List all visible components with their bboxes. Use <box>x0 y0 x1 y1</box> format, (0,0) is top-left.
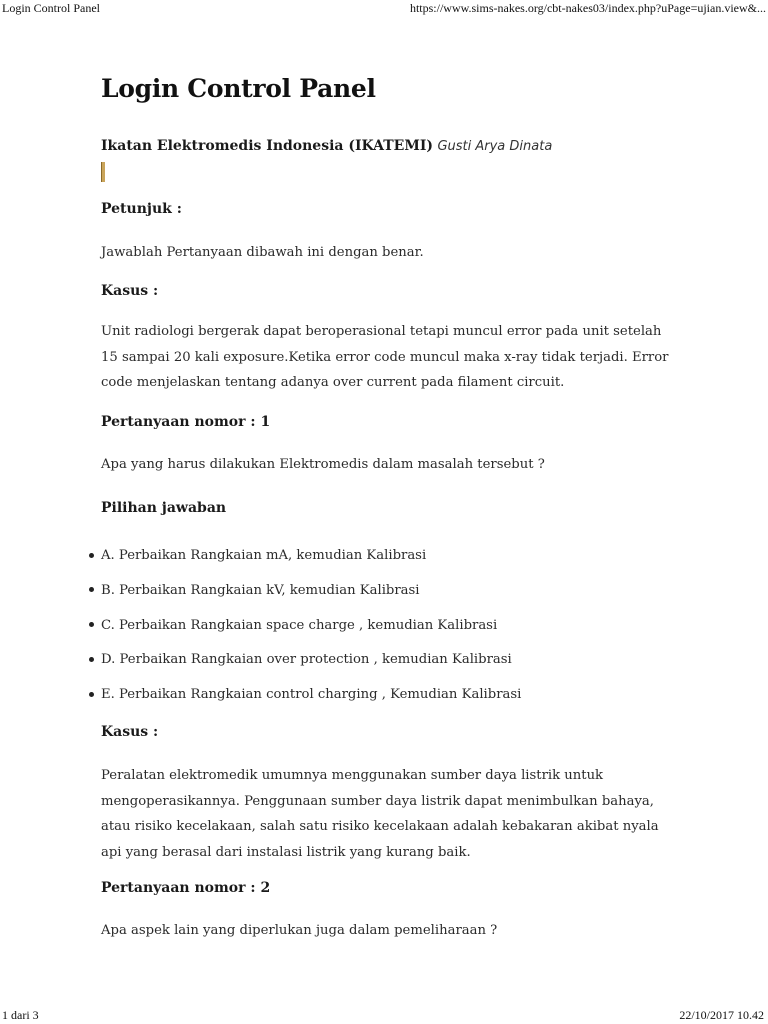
kasus-line: mengoperasikannya. Penggunaan sumber daya listrik dapat menimbulkan bahaya, <box>101 793 654 809</box>
kasus-line: api yang berasal dari instalasi listrik yang kurang baik. <box>101 844 471 860</box>
kasus-text-2 <box>101 763 659 865</box>
kasus-label-2: Kasus : <box>101 724 159 740</box>
kasus-line: atau risiko kecelakaan, salah satu risiko kecelakaan adalah kebakaran akibat nyala <box>101 819 659 834</box>
print-footer-datetime: 22/10/2017 10.42 <box>679 1008 764 1022</box>
bullet-icon <box>89 622 94 627</box>
kasus-line: Unit radiologi bergerak dapat beroperasional tetapi muncul error pada unit setelah <box>101 324 662 339</box>
kasus-label-1: Kasus : <box>101 283 159 299</box>
question-label-1: Pertanyaan nomor : 1 <box>101 414 271 430</box>
bullet-icon <box>89 657 94 662</box>
org-line <box>101 138 552 154</box>
answer-choice-a[interactable]: A. Perbaikan Rangkaian mA, kemudian Kalibrasi <box>101 543 521 578</box>
print-footer-page: 1 dari 3 <box>2 1008 39 1022</box>
kasus-text-1 <box>101 319 668 396</box>
org-name: Ikatan Elektromedis Indonesia (IKATEMI) <box>101 138 433 154</box>
answer-choice-e[interactable]: E. Perbaikan Rangkaian control charging , Kemudian Kalibrasi <box>101 682 521 717</box>
answer-choice-b[interactable]: B. Perbaikan Rangkaian kV, kemudian Kalibrasi <box>101 578 521 613</box>
petunjuk-text: Jawablah Pertanyaan dibawah ini dengan benar. <box>101 245 424 260</box>
kasus-line: code menjelaskan tentang adanya over current pada filament circuit. <box>101 375 565 390</box>
print-header-url: https://www.sims-nakes.org/cbt-nakes03/index.php?uPage=ujian.view&... <box>409 1 766 15</box>
kasus-line: Peralatan elektromedik umumnya menggunakan sumber daya listrik untuk <box>101 768 604 783</box>
question-label-2: Pertanyaan nomor : 2 <box>101 880 271 896</box>
answer-choices-list <box>101 543 521 717</box>
bullet-icon <box>89 553 94 558</box>
petunjuk-label: Petunjuk : <box>101 201 182 217</box>
question-text-2: Apa aspek lain yang diperlukan juga dalam pemeliharaan ? <box>101 923 498 938</box>
question-text-1: Apa yang harus dilakukan Elektromedis dalam masalah tersebut ? <box>101 457 545 472</box>
print-header-title: Login Control Panel <box>2 1 100 15</box>
author-name: Gusti Arya Dinata <box>437 139 553 154</box>
choices-label: Pilihan jawaban <box>101 500 227 516</box>
page-title: Login Control Panel <box>101 74 376 103</box>
answer-choice-d[interactable]: D. Perbaikan Rangkaian over protection , kemudian Kalibrasi <box>101 647 521 682</box>
text-cursor-icon <box>101 162 105 182</box>
bullet-icon <box>89 587 94 592</box>
kasus-line: 15 sampai 20 kali exposure.Ketika error code muncul maka x-ray tidak terjadi. Error <box>101 349 669 365</box>
bullet-icon <box>89 692 94 697</box>
answer-choice-c[interactable]: C. Perbaikan Rangkaian space charge , kemudian Kalibrasi <box>101 613 521 648</box>
